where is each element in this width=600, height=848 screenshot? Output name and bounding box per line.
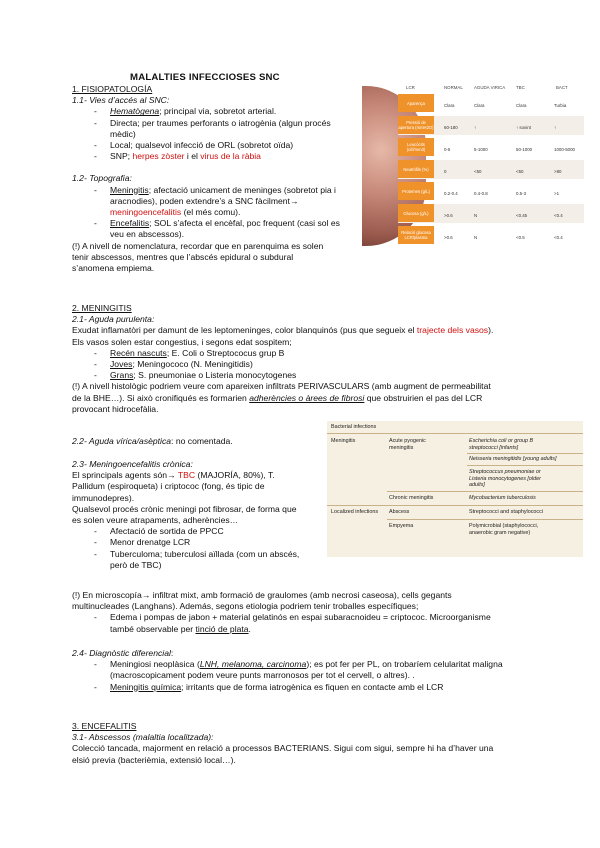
row-label: Relació glucosa LCR/plasma — [398, 226, 434, 244]
subheading: 2.1- Aguda purulenta: — [72, 314, 155, 325]
row-label: Pressió de apertura (mmH2O) — [398, 116, 434, 134]
note: (!) A nivell histològic podriem veure com apareixen infiltrats PERIVASCULARS (amb augment de permeabilitat de la BHE…). Si això cronifiqués es formarien adherències o àrees de fibrosi que obstruirien el pas del LCR provocant hidrocefàlia. — [72, 381, 491, 414]
list-item: - Hematògena; principal via, sobretot arterial. — [72, 106, 362, 117]
table-cell: 0.2-0.4 — [444, 191, 458, 196]
note: (!) A nivell de nomenclatura, recordar que en parenquima es solen tenir abscessos, mentres que l’abscés epidural o subdural s’anomena empiema. — [72, 240, 324, 274]
table-cell: 5-1000 — [474, 147, 488, 152]
list-item: - Encefalitis; SOL s’afecta el encèfal, poc frequent (casi sol es veu en abscessos). — [72, 218, 362, 240]
subheading: 2.2- Aguda vírica/asèptica — [72, 436, 172, 446]
table-cell: Clara — [444, 103, 455, 108]
bacterial-infections-table: Bacterial infections Meningitis Acute pyogenic meningitis Escherichia coli or group B streptococci [infants] Neisseria meningitidis [young adults] Streptococcus pneumoniae or Listeria monocytogenes [older adults] Chronic meningitis Mycobacterium tuberculosis Localized infections Abscess Streptococci and staphylococci Empyema Polymicrobial (staphylococci, anaerobic gram negative) — [327, 421, 583, 557]
table-cell: >0.6 — [444, 213, 453, 218]
table-cell: >0.6 — [444, 235, 453, 240]
microscopy-note: (!) En microscopía→ infiltrat mixt, amb formació de graulomes (amb necrosi caseosa), cells gegants multinucleades (Langhans). Además, segons etiologia podriem tenir troballes específiques; - Edema i pompas de jabon + material gelatinós en espai subaracnoideu = criptococ. Microorganisme també observable per tinció de plata. — [72, 590, 528, 635]
table-cell: ↑ sovint — [516, 125, 531, 130]
table-cell: N — [474, 213, 478, 218]
list-item: - Edema i pompas de jabon + material gelatinós en espai subaracnoideu = criptococ. Microorganisme també observable per tinció de plata. — [72, 612, 528, 634]
csf-table-figure — [362, 78, 584, 250]
table-cell: Clara — [474, 103, 485, 108]
list-item: - Joves; Meningococo (N. Meningitidis) — [72, 359, 528, 370]
table-row — [398, 160, 584, 179]
table-cell: 1000-5000 — [554, 147, 575, 152]
table-cell: 60-180 — [444, 125, 458, 130]
row-label: Neutròfils (%) — [398, 160, 434, 178]
page-title: MALALTIES INFECCIOSES SNC — [130, 72, 280, 83]
table-header: Bacterial infections — [331, 424, 377, 430]
table-row — [398, 226, 584, 245]
table-cell: <0.5 — [516, 235, 525, 240]
list-item: - Grans; S. pneumoniae o Listeria monocytogenes — [72, 370, 528, 381]
list-item: - Recén nascuts; E. Coli o Streptococus grup B — [72, 348, 528, 359]
list-item: - Tuberculoma; tuberculosi aïllada (com un abscés, però de TBC) — [72, 549, 322, 571]
section-heading: 3. ENCEFALITIS — [72, 721, 137, 731]
paragraph: Els vasos solen estar congestius, i segons edat sospitem; — [72, 336, 292, 347]
table-cell: 0.5-3 — [516, 191, 527, 196]
row-label: Leucòcits (cèl/mm3) — [398, 138, 434, 156]
subheading: 1.2- Topografia: — [72, 173, 132, 184]
table-row — [398, 204, 584, 223]
list-item: - SNP; herpes zòster i el virus de la ràbia — [72, 151, 362, 162]
subheading: 1.1- Vies d’accés al SNC: — [72, 95, 170, 106]
list-item: - Meningiosi neoplàsica (LNH, melanoma, carcinoma); es pot fer per PL, on trobaríem celularitat maligna (macroscopicament podem veure punts marronosos per tot el cervell, o altres). . — [72, 659, 528, 681]
table-cell: <0.4 — [554, 213, 563, 218]
table-cell: <50 — [516, 169, 524, 174]
table-cell: ↑ — [554, 125, 557, 130]
list-item: - Directa; per traumes perforants o iatrogènia (algun procés mèdic) — [72, 118, 362, 140]
table-cell: >80 — [554, 169, 562, 174]
section-meningitis — [72, 303, 528, 415]
section-fisiopatologia — [72, 84, 362, 274]
table-cell: 0 — [444, 169, 447, 174]
section-heading: 1. FISIOPATOLOGÍA — [72, 84, 153, 94]
table-cell: 50-1000 — [516, 147, 533, 152]
table-cell: >1 — [554, 191, 560, 196]
table-cell: 0.4-0.8 — [474, 191, 488, 196]
csf-table — [398, 78, 584, 250]
subheading: 2.3- Meningoencefalitis crònica: — [72, 459, 193, 469]
table-cell: 0-5 — [444, 147, 451, 152]
table-row — [398, 138, 584, 157]
list-item: - Meningitis química; irritants que de forma iatrogènica es fiquen en contacte amb el LCR — [72, 682, 528, 693]
paragraph: Exudat inflamatòri per damunt de les leptomeninges, color blanquinós (pus que segueix el trajecte dels vasos). — [72, 325, 494, 336]
row-label: Proteïnes (g/L) — [398, 182, 434, 200]
list-item: - Afectació de sortida de PPCC — [72, 526, 322, 537]
table-cell: <0.4 — [554, 235, 563, 240]
subsection-differential: 2.4- Diagnòstic diferencial: - Meningiosi neoplàsica (LNH, melanoma, carcinoma); es pot fer per PL, on trobaríem celularitat maligna (macroscopicament podem veure punts marronosos per tot el cervell, o altres). . - Meningitis química; irritants que de forma iatrogènica es fiquen en contacte amb el LCR — [72, 648, 528, 693]
section-encefalitis: 3. ENCEFALITIS 3.1- Abscessos (malaltia localitzada): Colecció tancada, majorment en relació a processos BACTERIANS. Sigui com sigui, sempre hi ha d’haver una elsió previa (bacterièmia, extensió local…). — [72, 721, 528, 766]
table-cell: Clara — [516, 103, 527, 108]
table-cell: N — [474, 235, 478, 240]
table-header: LCR NORMAL AGUDA VIRICA TBC BACT — [406, 85, 568, 90]
list-item: - Meningitis; afectació unicament de meninges (sobretot pia i aracnodies), poden extendre’s a SNC fàcilment→ meningoencefalitis (el més comu). — [72, 185, 362, 219]
table-cell: <50 — [474, 169, 482, 174]
subsection-viral: 2.2- Aguda vírica/asèptica: no comentada. — [72, 436, 233, 446]
table-cell: Turbia — [554, 103, 567, 108]
section-heading: 2. MENINGITIS — [72, 303, 132, 313]
table-row — [398, 182, 584, 201]
table-row — [398, 116, 584, 135]
table-row — [398, 94, 584, 113]
row-label: Glucosa (g/L) — [398, 204, 434, 222]
list-item: - Local; qualsevol infecció de ORL (sobretot oïda) — [72, 140, 362, 151]
list-item: - Menor drenatge LCR — [72, 537, 322, 548]
subsection-chronic: 2.3- Meningoencefalitis crònica: El sprincipals agents són→ TBC (MAJORÍA, 80%), T. Pallidum (espiroqueta) i criptococ (fong, és tipic de immunodepres). Qualsevol procés crònic meningi pot fibrosar, de forma que es solen veure atrapaments, adherències… - Afectació de sortida de PPCC - Menor drenatge LCR - Tuberculoma; tuberculosi aïllada (com un abscés, però de TBC) — [72, 459, 322, 571]
table-cell: ↑ — [474, 125, 477, 130]
row-label: Aparença — [398, 94, 434, 112]
subheading: 2.4- Diagnòstic diferencial — [72, 648, 171, 658]
subheading: 3.1- Abscessos (malaltia localitzada): — [72, 732, 214, 743]
table-cell: <0.45 — [516, 213, 528, 218]
